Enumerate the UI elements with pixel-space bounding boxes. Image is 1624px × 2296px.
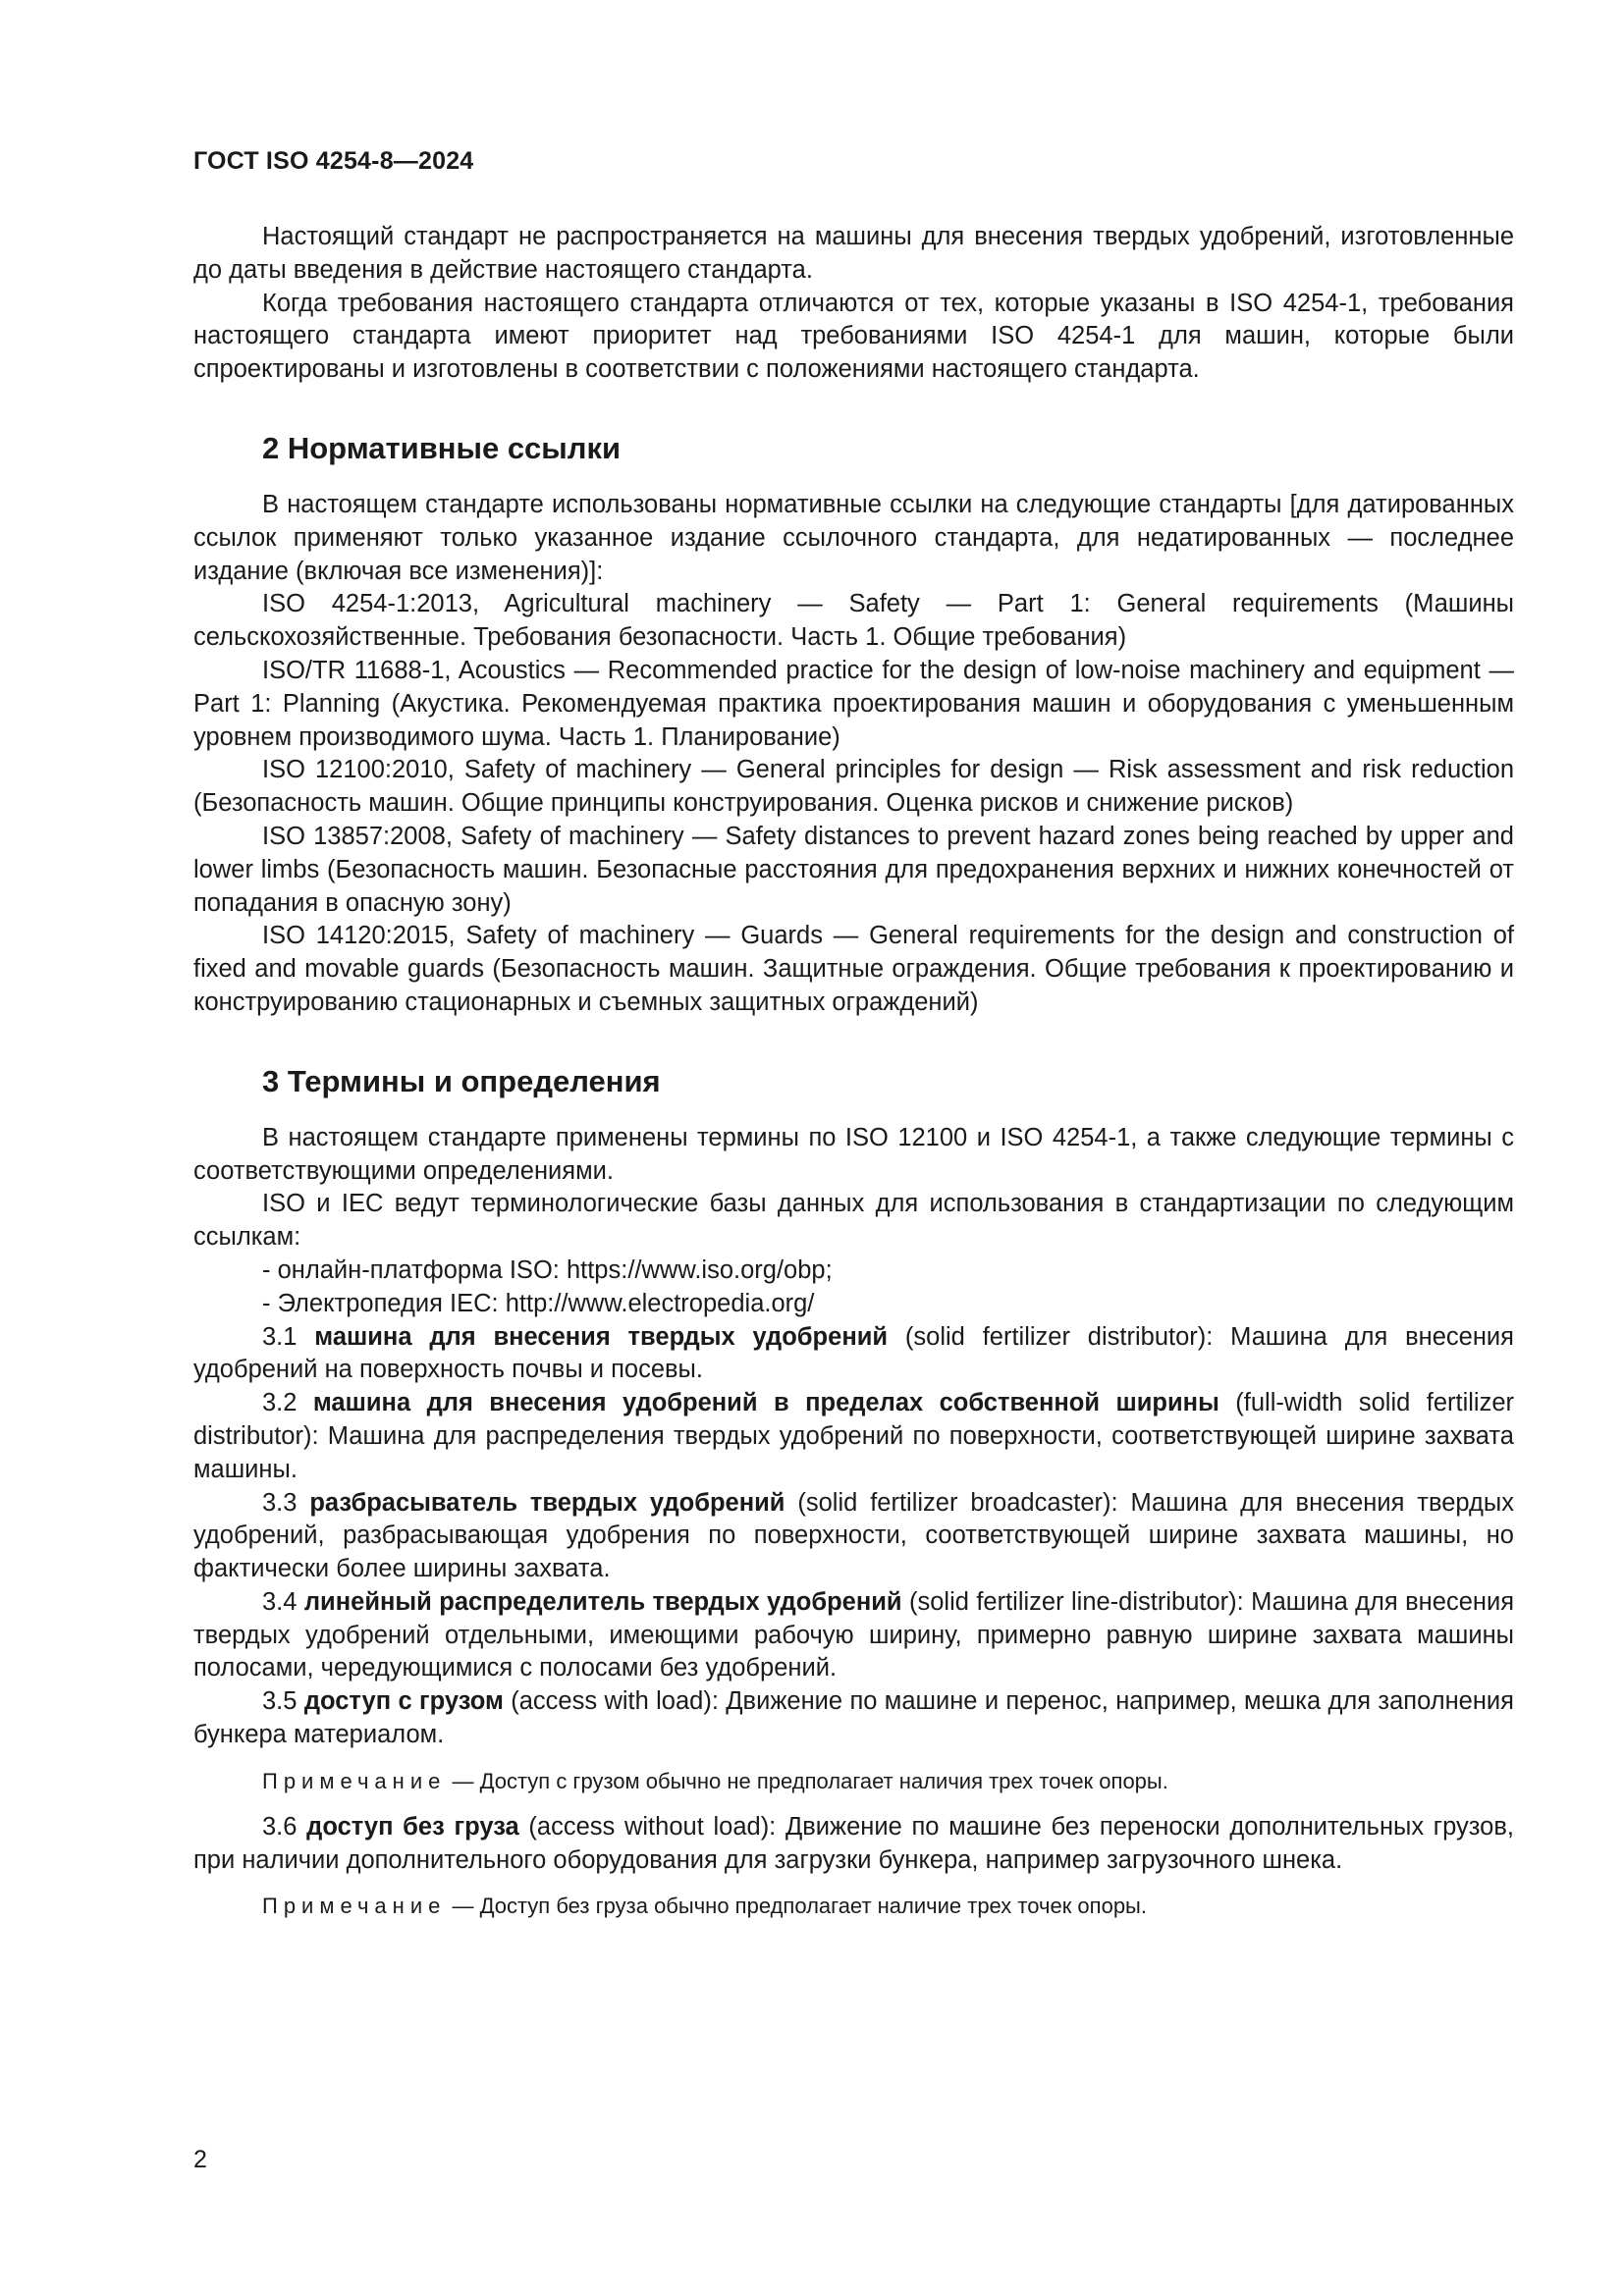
term-definition bbox=[193, 1811, 1514, 1878]
note-text: Доступ с грузом обычно не предполагает наличия трех точек опоры. bbox=[479, 1768, 1168, 1793]
paragraph: В настоящем стандарте использованы нормативные ссылки на следующие стандарты [для датированных ссылок применяют только указанное издание ссылочного стандарта, для недатированных — последнее издание (включая все изменения)]: bbox=[193, 490, 1514, 585]
term-number: 3.6 bbox=[262, 1812, 298, 1841]
paragraph: ISO и IEC ведут терминологические базы данных для использования в стандартизации по следующим ссылкам: bbox=[193, 1190, 1514, 1252]
term-definition bbox=[193, 1321, 1514, 1388]
reference-item: ISO 13857:2008, Safety of machinery — Safety distances to prevent hazard zones being reached by upper and lower limbs (Безопасность машин. Безопасные расстояния для предохранения верхних и нижних конечностей от попадания в опасную зону) bbox=[193, 822, 1514, 917]
reference-item: ISO 12100:2010, Safety of machinery — General principles for design — Risk assessment and risk reduction (Безопасность машин. Общие принципы конструирования. Оценка рисков и снижение рисков) bbox=[193, 756, 1514, 818]
term-number: 3.2 bbox=[262, 1389, 298, 1417]
note-label: Примечание bbox=[262, 1768, 447, 1793]
term-name: линейный распределитель твердых удобрений bbox=[303, 1587, 902, 1616]
term-definition bbox=[193, 1685, 1514, 1752]
term-definition-text: (access with load): Движение по машине и перенос, например, мешка для заполнения бункера материалом. bbox=[193, 1687, 1514, 1749]
term-definition-text: (solid fertilizer line-distributor): Машина для внесения твердых удобрений отдельными, имеющими рабочую ширину, примерно равную ширине захвата машины полосами, чередующимися с полосами без удобрений. bbox=[193, 1587, 1515, 1682]
term-definition bbox=[193, 1487, 1514, 1586]
term-definition-text: (full-width solid fertilizer distributor): Машина для распределения твердых удобрений по поверхности, соответствующей ширине захвата машины. bbox=[193, 1389, 1514, 1483]
document-header: ГОСТ ISO 4254-8—2024 bbox=[193, 147, 474, 175]
paragraph: Когда требования настоящего стандарта отличаются от тех, которые указаны в ISO 4254-1, требования настоящего стандарта имеют приоритет над требованиями ISO 4254-1 для машин, которые были спроектированы и изготовлены в соответствии с положениями настоящего стандарта. bbox=[193, 289, 1514, 384]
paragraph: В настоящем стандарте применены термины по ISO 12100 и ISO 4254-1, а также следующие термины с соответствующими определениями. bbox=[193, 1123, 1514, 1185]
term-number: 3.5 bbox=[262, 1687, 298, 1716]
term-name: доступ с грузом bbox=[303, 1687, 504, 1716]
reference-item: ISO/TR 11688-1, Acoustics — Recommended practice for the design of low-noise machinery and equipment — Part 1: Planning (Акустика. Рекомендуемая практика проектирования машин и оборудования с уменьшенным уровнем производимого шума. Часть 1. Планирование) bbox=[193, 656, 1514, 751]
note-dash: — bbox=[452, 1768, 474, 1793]
term-definition-text: (solid fertilizer broadcaster): Машина для внесения твердых удобрений, разбрасывающая удобрения по поверхности, соответствующей ширине захвата машины, но фактически более ширины захвата. bbox=[193, 1488, 1514, 1583]
term-name: доступ без груза bbox=[306, 1812, 519, 1841]
term-number: 3.1 bbox=[262, 1322, 298, 1351]
reference-item: ISO 4254-1:2013, Agricultural machinery — Safety — Part 1: General requirements (Машины сельскохозяйственные. Требования безопасности. Часть 1. Общие требования) bbox=[193, 590, 1514, 652]
term-definition-text: (access without load): Движение по машине без переноски дополнительных грузов, при наличии дополнительного оборудования для загрузки бункера, например загрузочного шнека. bbox=[193, 1812, 1514, 1874]
link-item: - Электропедия IEC: http://www.electropedia.org/ bbox=[262, 1289, 815, 1317]
note-dash: — bbox=[452, 1894, 474, 1919]
term-number: 3.4 bbox=[262, 1587, 298, 1616]
note-label: Примечание bbox=[262, 1894, 447, 1919]
page-number: 2 bbox=[193, 2146, 207, 2173]
term-name: машина для внесения удобрений в пределах собственной ширины bbox=[312, 1389, 1219, 1417]
term-definition bbox=[193, 1387, 1514, 1486]
term-name: разбрасыватель твердых удобрений bbox=[309, 1488, 785, 1517]
reference-item: ISO 14120:2015, Safety of machinery — Guards — General requirements for the design and construction of fixed and movable guards (Безопасность машин. Защитные ограждения. Общие требования к проектированию и конструированию стационарных и съемных защитных ограждений) bbox=[193, 922, 1514, 1016]
term-definition bbox=[193, 1586, 1514, 1685]
section-heading: 2 Нормативные ссылки bbox=[262, 430, 622, 465]
paragraph: Настоящий стандарт не распространяется на машины для внесения твердых удобрений, изготовленные до даты введения в действие настоящего стандарта. bbox=[193, 223, 1514, 284]
term-name: машина для внесения твердых удобрений bbox=[314, 1322, 889, 1351]
section-heading: 3 Термины и определения bbox=[262, 1063, 661, 1098]
note-text: Доступ без груза обычно предполагает наличие трех точек опоры. bbox=[479, 1894, 1147, 1919]
note bbox=[193, 1767, 1514, 1796]
link-item: - онлайн-платформа ISO: https://www.iso.org/obp; bbox=[262, 1255, 833, 1284]
term-definition-text: (solid fertilizer distributor): Машина для внесения удобрений на поверхность почвы и посевы. bbox=[193, 1322, 1514, 1384]
term-number: 3.3 bbox=[262, 1488, 298, 1517]
note bbox=[193, 1892, 1514, 1921]
page-content bbox=[193, 221, 1514, 1936]
